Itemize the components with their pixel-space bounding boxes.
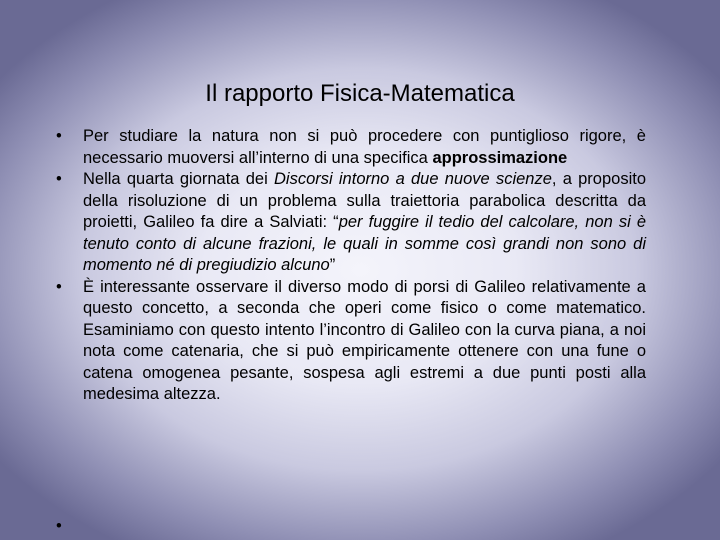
- bullet-text-segment: È interessante osservare il diverso modo di porsi di Galileo relativamente a questo concetto, a seconda che operi come fisico o come matematico. Esaminiamo con questo intento l’incontro di Galileo con la curva piana, a noi nota come catenaria, che si può empiricamente ottenere con una fune o catena omogenea pesante, sospesa agli estremi a due punti posti alla medesima altezza.: [83, 277, 646, 403]
- bullet-text-bold: approssimazione: [432, 148, 568, 167]
- bullet-item: [56, 169, 646, 277]
- bullet-text: [83, 127, 646, 167]
- bullet-list: [56, 126, 646, 406]
- bullet-dot: •: [56, 277, 62, 296]
- bullet-text-segment: Per studiare la natura non si può procedere con puntiglioso rigore, è necessario muoversi all’interno di una specifica: [83, 127, 646, 167]
- bullet-dot: •: [56, 127, 62, 145]
- bullet-text: [83, 170, 646, 274]
- bullet-dot: •: [56, 517, 62, 535]
- empty-bullet: [56, 516, 62, 538]
- bullet-quote-italic: per fuggire il tedio del calcolare, non si è tenuto conto di alcune frazioni, le quali in somme così grandi non sono di momento né di pregiudizio alcuno: [83, 213, 647, 274]
- bullet-text-segment: , a proposito della risoluzione di un problema sulla traiettoria parabolica descritta da proietti, Galileo fa dire a Salviati: “: [83, 170, 646, 231]
- slide-title: Il rapporto Fisica-Matematica: [205, 80, 515, 107]
- bullet-dot: •: [56, 170, 62, 188]
- bullet-text: [83, 278, 646, 404]
- bullet-text-segment: Nella quarta giornata dei: [83, 170, 274, 188]
- bullet-item: [56, 277, 646, 406]
- bullet-item: [56, 126, 646, 169]
- bullet-text-segment: ”: [329, 256, 336, 274]
- bullet-text-italic: Discorsi intorno a due nuove scienze: [273, 170, 552, 188]
